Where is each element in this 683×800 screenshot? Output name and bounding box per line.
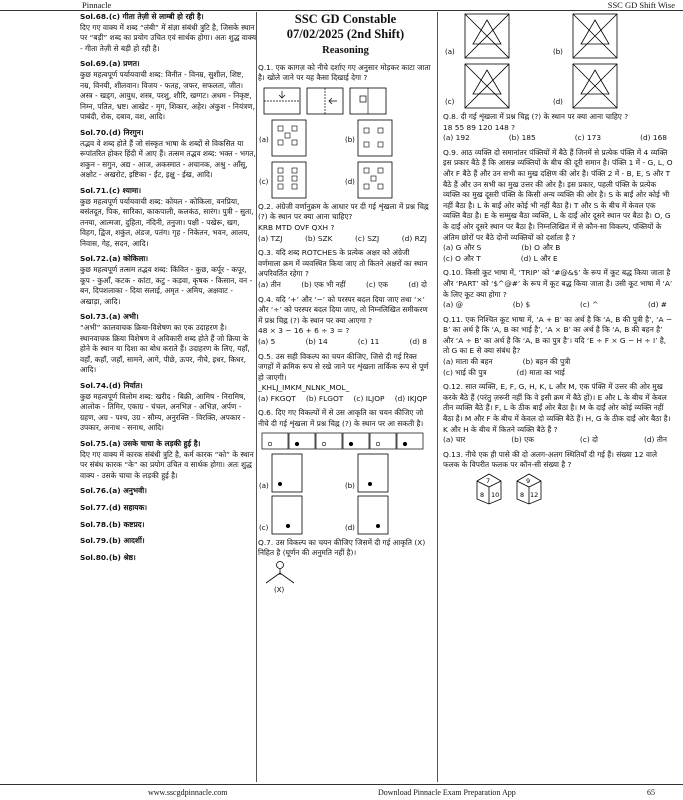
- q6-series-cell: [370, 433, 396, 449]
- solution-text: कुछ महत्वपूर्ण तत्सम तद्भव शब्द: किंवित - कुछ, कर्पूर - कपूर, कूप - कुआँ, कटक - कांटा, कटु - कड़वा, कृषक - किसान, वन - बन, दिपशलाका - दिया सलाई, अमृत - अमिय, अक्षवाट - अखाड़ा, आदि।: [80, 265, 253, 306]
- q7-options: [443, 12, 673, 112]
- figure-x-label: (X): [274, 585, 285, 593]
- q9-options-row2: [443, 254, 673, 265]
- q11-option-b[interactable]: (b) बहन की पुत्री: [522, 357, 571, 367]
- footer-app-link[interactable]: Download Pinnacle Exam Preparation App: [378, 788, 516, 797]
- q10-option-d[interactable]: (d) #: [648, 300, 667, 310]
- question-2: Q.2. अंग्रेजी वर्णानुक्रम के आधार पर दी गई शृंखला में प्रश्न चिह्न (?) के स्थान पर क्या आना चाहिए?: [258, 201, 429, 222]
- punched-hole: [278, 184, 283, 189]
- question-6: Q.6. दिए गए विकल्पों में से उस आकृति का चयन कीजिए जो नीचे दी गई शृंखला में प्रश्न चिह्न (?) के स्थान पर आ सकती है।: [258, 408, 424, 429]
- column-divider: [256, 12, 257, 782]
- solution-heading: Sol.74.(d) निर्यात।: [80, 381, 143, 390]
- q1-options: [258, 118, 433, 202]
- solution-text: “अभी” कालवाचक क्रिया-विशेषण का एक उदाहरण है। स्थानवाचक क्रिया विशेषण वे अविकारी शब्द होते हैं जो क्रिया के होने के स्थान या दिशा का बोध कराते हैं। उदाहरण के लिए, यहाँ, वहाँ, कहाँ, जहाँ, सामने, आगे, पीछे, ऊपर, नीचे, इधर, किधर, आदि।: [80, 323, 250, 375]
- punched-hole: [292, 126, 297, 131]
- question-5: Q.5. उस सही विकल्प का चयन कीजिए, जिसे दी गई रिक्त जगहों में क्रमिक रूप से रखे जाने पर शृंखला तार्किक रूप से पूर्ण हो जाएगी।: [258, 351, 429, 382]
- q5-option-c[interactable]: (c) ILJOP: [353, 393, 385, 403]
- q4-option-a[interactable]: (a) 5: [258, 336, 276, 346]
- q7-option-pattern: [465, 14, 509, 58]
- page-footer: [0, 784, 683, 800]
- q6-option-box[interactable]: [358, 496, 388, 534]
- q2-option-a[interactable]: (a) TZJ: [258, 233, 283, 243]
- solution-block: [80, 439, 256, 481]
- solution-heading: Sol.75.(a) उसके चाचा के लड़की हुई है।: [80, 438, 201, 448]
- q12-options: [443, 435, 673, 446]
- solution-block: [80, 486, 256, 497]
- punched-hole: [278, 176, 283, 181]
- page-header: [0, 0, 683, 11]
- solution-text: कुछ महत्वपूर्ण पर्यायवाची शब्द: विनीत - विनम्र, सुशील, शिष्ट, नम्र, विनयी, शीलवान। विजय - फतह, जफर, सफलता, जीत। अस्त्र - खड्ग, आयुध, शस्त्र, परशु, शौरि, खग्गट। अधम - निकृष्ट, निम्न, पतित, भ्रष्ट। आखेट - मृग, शिकार, अहेर। अंकुश - नियंत्रण, पाबंदी, रोक, दबाव, वश, आदि।: [80, 69, 255, 122]
- solution-heading: Sol.76.(a) अनुभवी।: [80, 486, 147, 496]
- q6-option-box[interactable]: [272, 454, 302, 492]
- solution-text: कुछ महत्वपूर्ण पर्यायवाची शब्द: कोयल - कोकिला, वनप्रिया, बसंतदूत, पिक, सारिका, काकपाली, कलकंठ, सारंग। पुत्री - सुता, तनया, आत्मजा, दुहिता, नंदिनी, तनुजा। पक्षी - पखेरू, खग, विहग, द्विज, शकुंत, अंडज, पतंग। गृह - निकेतन, भवन, आलय, निवास, गेह, सदन, आदि।: [80, 196, 254, 248]
- solution-block: [80, 186, 256, 250]
- q7-option-label[interactable]: (a): [445, 48, 455, 56]
- q7-option-pattern: [573, 64, 617, 108]
- q6-series-dot: [349, 442, 353, 446]
- punched-hole: [364, 142, 369, 147]
- q7-option-pattern: [465, 64, 509, 108]
- solution-heading: Sol.71.(c) श्यामा।: [80, 185, 142, 195]
- q9-option-a[interactable]: (a) G और S: [443, 243, 482, 253]
- q6-option-box[interactable]: [272, 496, 302, 534]
- q6-series-cell: [343, 433, 369, 449]
- solution-block: [80, 128, 256, 181]
- punched-hole: [378, 142, 383, 147]
- question-1: Q.1. एक कागज़ को नीचे दर्शाए गए अनुसार मोड़कर काटा जाता है। खोले जाने पर यह कैसा दिखाई देगा ?: [258, 62, 431, 83]
- q7-option-label[interactable]: (c): [445, 98, 455, 106]
- punched-hole: [292, 176, 297, 181]
- section-title: Reasoning: [322, 45, 369, 56]
- q6-option-label[interactable]: (b): [345, 481, 355, 490]
- solution-heading: Sol.77.(d) सहायक।: [80, 502, 148, 512]
- q11-option-c[interactable]: (c) भाई की पुत्र: [443, 367, 487, 377]
- punched-hole: [292, 140, 297, 145]
- q4-option-b[interactable]: (b) 14: [305, 336, 328, 346]
- punched-hole: [292, 184, 297, 189]
- q11-options-row1: [443, 357, 673, 368]
- q1-option-box[interactable]: [358, 120, 392, 156]
- q7-option-pattern: [573, 14, 617, 58]
- q1-option-box[interactable]: [272, 162, 306, 198]
- dice-position-1: [477, 474, 501, 504]
- solution-text: तद्भव वे शब्द होते हैं जो संस्कृत भाषा के शब्दों से विकसित या रूपांतरित होकर हिंदी में आए हैं। तत्सम तद्भव शब्द: भक्त - भगत, शकुन - सगुन, अद्य - आज, अकस्मात - अचानक, अश्रु - आँसू, अक्षोट - अखरोट, इष्टिका - ईंट, इक्षु - ईख, आदि।: [80, 138, 256, 180]
- q4-equation: 48 × 3 − 16 + 6 ÷ 3 = ?: [258, 326, 350, 336]
- dice-position-2: [517, 474, 541, 504]
- q7-option-label[interactable]: (b): [553, 48, 563, 56]
- punched-hole: [378, 128, 383, 133]
- q4-options: [258, 337, 433, 348]
- q10-option-b[interactable]: (b) $: [512, 300, 531, 310]
- q3-option-b[interactable]: (b) एक भी नहीं: [301, 279, 346, 289]
- q6-option-dot: [278, 482, 282, 486]
- q10-options: [443, 300, 673, 311]
- solution-block: [80, 536, 256, 547]
- q6-series-dot: [376, 442, 380, 446]
- q2-option-c[interactable]: (c) SZJ: [355, 233, 380, 243]
- q4-option-c[interactable]: (c) 11: [357, 336, 380, 346]
- q8-option-b[interactable]: (b) 185: [508, 133, 536, 143]
- dice2-top: 9: [526, 477, 531, 485]
- q11-option-a[interactable]: (a) माता की बहन: [443, 357, 493, 367]
- dice1-top: 7: [486, 477, 491, 485]
- q6-option-label[interactable]: (d): [345, 523, 355, 532]
- q9-options-row1: [443, 243, 673, 254]
- question-3: Q.3. यदि शब्द ROTCHES के प्रत्येक अक्षर को अंग्रेजी वर्णमाला क्रम में व्यवस्थित किया जाए तो कितने अक्षरों का स्थान अपरिवर्तित रहेगा ?: [258, 248, 428, 279]
- solution-text: दिए गए वाक्य में कारक संबंधी त्रुटि है, कर्म कारक “को” के स्थान पर संबंध कारक “के” का प्रयोग उचित व सार्थक होगा। अतः शुद्ध वाक्य - उसके चाचा के लड़की हुई है।: [80, 449, 254, 480]
- q6-series-figure: [258, 432, 433, 450]
- dice2-left: 8: [520, 491, 525, 499]
- paper-date: 07/02/2025 (2nd Shift): [286, 27, 405, 41]
- punched-hole: [378, 168, 383, 173]
- reasoning-column-2: [443, 12, 673, 782]
- punched-hole: [278, 126, 283, 131]
- reasoning-column: [258, 12, 433, 782]
- solution-text: कुछ महत्वपूर्ण विलोम शब्द: खरीद - बिक्री, आमिष - निरामिष, आलोक - तिमिर, एकाग्र - चंचल, अनभिज्ञ - अभिज्ञ, अर्पण - ग्रहण, अग्र - पश्च, उग्र - सौम्य, अनुरक्ति - विरक्ति, अपकार - उपकार, अनाथ - सनाथ, आदि।: [80, 391, 246, 433]
- question-7: Q.7. उस विकल्प का चयन कीजिए जिसमें दी गई आकृति (X) निहित है (घूर्णन की अनुमति नहीं है)।: [258, 537, 426, 558]
- dice1-left: 8: [480, 491, 485, 499]
- dice2-right: 12: [530, 491, 539, 499]
- solution-block: [80, 503, 256, 514]
- solution-heading: Sol.68.(c) गीता तेज़ी से लाम्बी हो रही है।: [80, 12, 204, 21]
- q3-option-d[interactable]: (d) दो: [408, 279, 427, 289]
- q3-options: [258, 280, 433, 291]
- solution-heading: Sol.69.(a) प्रणत।: [80, 59, 140, 69]
- header-series: SSC GD Shift Wise: [607, 0, 675, 10]
- q6-option-dot: [286, 524, 290, 528]
- solution-block: [80, 12, 256, 54]
- solution-block: [80, 254, 256, 307]
- punched-hole: [371, 176, 376, 181]
- punched-hole: [292, 168, 297, 173]
- footer-website-link[interactable]: www.sscgdpinnacle.com: [148, 788, 228, 797]
- q8-option-d[interactable]: (d) 168: [640, 133, 667, 143]
- punched-hole: [278, 140, 283, 145]
- q6-series-dot: [403, 442, 407, 446]
- solution-block: [80, 312, 256, 376]
- q12-option-a[interactable]: (a) चार: [443, 435, 466, 445]
- punched-hole: [364, 128, 369, 133]
- question-9: Q.9. आठ व्यक्ति दो समानांतर पंक्तियों में बैठे हैं जिनमें से प्रत्येक पंक्ति में 4 व्यक्ति इस प्रकार बैठे हैं कि आसन्न व्यक्तियों के बीच की दूरी समान है। पंक्ति 1 में - G, L, O और F बैठे हैं और उन सभी का मुख दक्षिण की ओर है। पंक्ति 2 में - B, E, S और T बैठे हैं और उन सभी का मुख उत्तर की ओर है। इस प्रकार, पहली पंक्ति के प्रत्येक व्यक्ति का मुख दूसरी पंक्ति के किसी अन्य व्यक्ति की ओर है। S के बाईं ओर कोई भी नहीं बैठा है। L के बाईं ओर कोई भी नहीं बैठा है। T और S के बीच में केवल एक व्यक्ति बैठा है। E के सम्मुख बैठा व्यक्ति, L के दाईं ओर दूसरे स्थान पर बैठा है। O, G के दाईं ओर दूसरे स्थान पर बैठा है। निम्नलिखित में से कौन-सा विकल्प, पंक्तियों के अंतिम छोरों पर बैठे दोनों व्यक्तियों को दर्शाता है ?: [443, 147, 673, 242]
- column-divider: [437, 12, 438, 782]
- punched-hole: [278, 168, 283, 173]
- q1-option-label[interactable]: (d): [345, 177, 355, 186]
- q6-series-cell: [316, 433, 342, 449]
- solution-heading: Sol.72.(a) कोकिला।: [80, 254, 149, 264]
- q3-option-a[interactable]: (a) तीन: [258, 279, 281, 289]
- question-12: Q.12. सात व्यक्ति, E, F, G, H, K, L और M, एक पंक्ति में उत्तर की ओर मुख करके बैठे हैं (परंतु ज़रूरी नहीं कि वे इसी क्रम में बैठे हों)। E और L के बीच में केवल तीन व्यक्ति बैठे हैं। F, L के ठीक बाईं ओर बैठा है। M के दाईं ओर कोई व्यक्ति नहीं बैठा है। M और F के बीच में केवल दो व्यक्ति बैठे हैं। H, G के ठीक दाईं ओर बैठा है। K और H के बीच में कितने व्यक्ति बैठे हैं ?: [443, 382, 671, 434]
- q8-option-a[interactable]: (a) 192: [443, 133, 470, 143]
- q5-series: _KHLJ_IMKM_NLNK_MOL_: [258, 383, 350, 393]
- q6-series-dot: [295, 442, 299, 446]
- q7-option-label[interactable]: (d): [553, 98, 563, 106]
- punched-hole: [364, 168, 369, 173]
- q2-option-b[interactable]: (b) SZK: [305, 233, 333, 243]
- q6-option-dot: [376, 524, 380, 528]
- q6-options: [258, 452, 433, 538]
- q2-options: [258, 234, 433, 245]
- q10-option-a[interactable]: (a) @: [443, 300, 464, 310]
- q8-series: 18 55 89 120 148 ?: [443, 122, 516, 132]
- q1-option-label[interactable]: (c): [259, 177, 269, 186]
- q2-series: KRB MTD OVF QXH ?: [258, 222, 335, 232]
- q12-option-c[interactable]: (c) दो: [579, 435, 598, 445]
- q6-series-cell: [289, 433, 315, 449]
- question-8: Q.8. दी गई शृंखला में प्रश्न चिह्न (?) के स्थान पर क्या आना चाहिए ?: [443, 112, 629, 121]
- q2-option-d[interactable]: (d) RZJ: [401, 233, 427, 243]
- q11-option-d[interactable]: (d) माता का भाई: [516, 367, 565, 377]
- q9-option-b[interactable]: (b) O और B: [521, 243, 561, 253]
- q3-option-c[interactable]: (c) एक: [365, 279, 388, 289]
- q10-option-c[interactable]: (c) ^: [579, 300, 599, 310]
- question-10: Q.10. किसी कूट भाषा में, ‘TRIP’ को ‘#@&$’ के रूप में कूट बद्ध किया जाता है और ‘PART’ को ‘$^@#’ के रूप में कूट बद्ध किया जाता है। उसी कूट भाषा में ‘A’ के लिए कूट क्या होगा ?: [443, 268, 673, 299]
- q5-option-d[interactable]: (d) IKJQP: [394, 393, 427, 403]
- q6-option-box[interactable]: [358, 454, 388, 492]
- q6-option-label[interactable]: (c): [259, 523, 269, 532]
- question-4: Q.4. यदि ‘+’ और ‘−’ को परस्पर बदल दिया जाए तथा ‘×’ और ‘÷’ को परस्पर बदल दिया जाए, तो निम्नलिखित समीकरण में प्रश्न चिह्न (?) के स्थान पर क्या आएगा ?: [258, 294, 428, 325]
- q6-option-label[interactable]: (a): [259, 481, 269, 490]
- q6-series-cell: [262, 433, 288, 449]
- solution-block: [80, 381, 256, 434]
- q9-option-d[interactable]: (d) L और E: [520, 253, 558, 263]
- question-13: Q.13. नीचे एक ही पासे की दो अलग-अलग स्थितियाँ दी गई हैं। संख्या 12 वाले फलक के विपरीत फलक पर कौन-सी संख्या है ?: [443, 449, 657, 470]
- punched-hole: [285, 133, 290, 138]
- q5-option-b[interactable]: (b) FLGOT: [306, 393, 344, 403]
- q13-dice-figure: [473, 471, 673, 505]
- q6-option-dot: [368, 482, 372, 486]
- question-11: Q.11. एक निश्चित कूट भाषा में, ‘A + B’ का अर्थ है कि ‘A, B की पुत्री है’, ‘A − B’ का अर्थ है कि ‘A, B का भाई है’, ‘A × B’ का अर्थ है कि ‘A, B की बहन है’ और ‘A ÷ B’ का अर्थ है कि ‘A, B का पुत्र है’। यदि ‘E ÷ F × G − H ÷ I’ है, तो G का E से क्या संबंध है?: [443, 314, 673, 356]
- solutions-column: [80, 12, 256, 782]
- q1-option-label[interactable]: (a): [259, 135, 269, 144]
- q6-series-dot: [322, 442, 326, 446]
- solution-heading: Sol.70.(d) निरगुन।: [80, 127, 144, 137]
- page-number: 65: [647, 788, 655, 797]
- solution-block: [80, 553, 256, 564]
- solution-heading: Sol.78.(b) कष्टप्रद।: [80, 519, 145, 529]
- header-brand: Pinnacle: [82, 0, 112, 10]
- q1-fold-figure: [262, 86, 433, 116]
- q5-options: [258, 394, 433, 405]
- punched-hole: [364, 184, 369, 189]
- q12-option-b[interactable]: (b) एक: [511, 435, 534, 445]
- q12-option-d[interactable]: (d) तीन: [643, 435, 667, 445]
- q8-option-c[interactable]: (c) 173: [574, 133, 602, 143]
- solution-heading: Sol.80.(b) श्रेष्ठ।: [80, 552, 136, 562]
- q6-series-cell: [397, 433, 423, 449]
- solution-text: दिए गए वाक्य में शब्द “लंबी” में संज्ञा संबंधी त्रुटि है, जिसके स्थान पर “बड़ी” शब्द का प्रयोग उचित एवं सार्थक होगा। अतः शुद्ध वाक्य - गीता तेज़ी से बड़ी हो रही है।: [80, 22, 256, 53]
- q1-option-label[interactable]: (b): [345, 135, 355, 144]
- solution-heading: Sol.73.(a) अभी।: [80, 312, 139, 322]
- dice1-right: 10: [491, 491, 500, 499]
- q9-option-c[interactable]: (c) O और T: [443, 253, 481, 263]
- q7-figure-x: [258, 559, 433, 593]
- q11-options-row2: [443, 368, 673, 379]
- q8-options: [443, 133, 673, 144]
- paper-title: SSC GD Constable: [294, 12, 397, 26]
- q5-option-a[interactable]: (a) FKGQT: [258, 393, 296, 403]
- q6-series-dot: [268, 442, 272, 446]
- q4-option-d[interactable]: (d) 8: [409, 336, 427, 346]
- solution-block: [80, 59, 256, 123]
- q1-option-box[interactable]: [358, 162, 392, 198]
- solution-heading: Sol.79.(b) आदर्शी।: [80, 536, 145, 546]
- punched-hole: [378, 184, 383, 189]
- solution-block: [80, 520, 256, 531]
